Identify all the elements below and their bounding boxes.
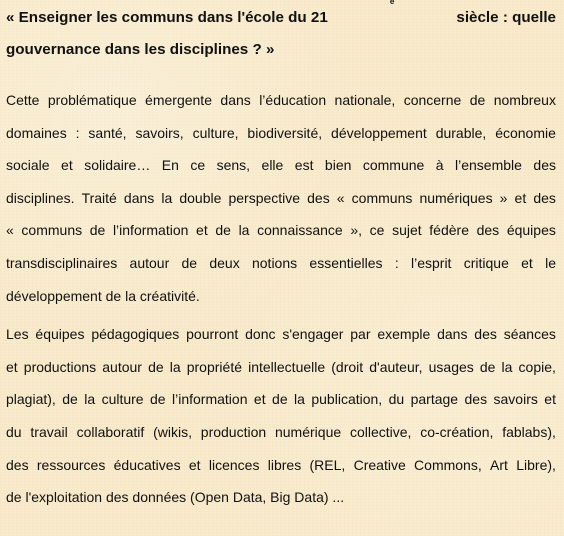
text-word: développement (331, 124, 427, 141)
text-word: commune (362, 157, 425, 174)
text-word: « (6, 222, 14, 239)
text-word: perspective (228, 189, 301, 206)
text-word: de (479, 358, 496, 375)
text-word: ce (190, 157, 206, 174)
text-word: Libre), (516, 456, 556, 473)
text-word: production (200, 423, 267, 440)
text-word: transdisciplinaires (6, 254, 118, 271)
text-word: des (307, 189, 330, 206)
paragraph-1 (6, 84, 556, 312)
text-word: exemple (377, 326, 431, 343)
text-word: productions (23, 358, 97, 375)
text-word: et (544, 391, 556, 408)
text-word: En (161, 157, 179, 174)
text-word: fablabs), (502, 423, 556, 440)
text-word: et (61, 157, 73, 174)
title-superscript: e (389, 0, 395, 6)
text-word: la (238, 222, 250, 239)
text-word: l’éducation (259, 92, 327, 108)
text-word: elle (261, 157, 284, 174)
text-word: donc (245, 326, 276, 343)
text-word: travail (30, 423, 68, 440)
text-word: Commons, (414, 456, 482, 473)
text-word: propriété (186, 358, 242, 375)
text-word: du (388, 391, 405, 408)
text-word: « (336, 189, 345, 206)
text-word: santé, (88, 124, 127, 141)
text-word: : (394, 254, 399, 271)
text-word: sens, (216, 157, 251, 174)
paragraph-2-line-4 (6, 416, 556, 449)
text-word: pédagogiques (91, 326, 180, 343)
text-word: équipes (35, 326, 85, 343)
text-word: » (499, 189, 508, 206)
text-word: la (169, 358, 181, 375)
text-word: communs (351, 189, 413, 206)
text-word: double (179, 189, 222, 206)
text-word: savoirs (493, 391, 538, 408)
text-word: et (196, 222, 208, 239)
paragraph-1-line-1 (6, 84, 556, 117)
paragraph-1-line-3 (6, 149, 556, 182)
text-word: culture, (192, 124, 239, 141)
paragraph-1-line-2 (6, 117, 556, 150)
text-word: intellectuelle (248, 358, 326, 375)
text-word: domaines (6, 124, 67, 141)
text-word: fédère (429, 222, 469, 239)
text-word: l’esprit (410, 254, 452, 271)
text-word: de (150, 391, 166, 408)
text-word: », (350, 222, 363, 239)
text-word: est (294, 157, 314, 174)
text-word: éducatives (113, 456, 181, 473)
text-word: de (62, 391, 78, 408)
text-word: équipes (506, 222, 556, 239)
text-word: ressources (36, 456, 106, 473)
text-word: (REL, (309, 456, 346, 473)
text-word: des (533, 189, 556, 206)
text-word: la (501, 358, 513, 375)
text-word: et (188, 456, 201, 473)
text-word: solidaire… (84, 157, 151, 174)
text-word: numérique (274, 423, 342, 440)
text-word: essentielles (309, 254, 383, 271)
text-word: Traité (81, 189, 117, 206)
text-word: des (474, 326, 497, 343)
text-word: bien (324, 157, 352, 174)
paragraph-2 (6, 318, 556, 514)
text-word: communs (21, 222, 83, 239)
text-word: à (435, 157, 444, 174)
text-word: dans (220, 92, 251, 108)
text-word: plagiat), (6, 391, 56, 408)
title-line-1 (6, 2, 556, 34)
text-word: culture (101, 391, 144, 408)
text-word: le (545, 254, 556, 271)
text-word: de (181, 254, 198, 271)
text-word: copie, (518, 358, 556, 375)
text-word: dans (437, 326, 468, 343)
text-word: sociale (6, 157, 50, 174)
text-word: biodiversité, (247, 124, 323, 141)
text-word: deux (209, 254, 240, 271)
text-word: d'auteur, (369, 358, 423, 375)
text-word: concerne (403, 92, 462, 108)
text-word: s'engager (282, 326, 344, 343)
text-word: et (514, 189, 527, 206)
text-word: Art (490, 456, 508, 473)
text-word: des (476, 222, 500, 239)
text-word: des (533, 157, 556, 174)
text-word: la (84, 391, 96, 408)
text-word: co-création, (420, 423, 494, 440)
text-word: nombreux (493, 92, 556, 108)
title-line-1-end: siècle : quelle (456, 9, 556, 26)
text-word: collaboratif (76, 423, 145, 440)
title-line-1-start: « Enseigner les communs dans l'école du 21 (6, 9, 328, 26)
text-word: et (6, 358, 18, 375)
text-word: notions (251, 254, 298, 271)
text-word: l’information (112, 222, 189, 239)
paragraph-1-line-5 (6, 214, 556, 247)
text-word: Les (6, 326, 29, 343)
text-word: de (215, 222, 231, 239)
text-word: la (161, 189, 173, 206)
text-word: collective, (349, 423, 412, 440)
text-word: nationale, (334, 92, 396, 108)
text-word: : (75, 124, 80, 141)
paragraph-1-line-6 (6, 247, 556, 280)
text-word: l’information (172, 391, 248, 408)
page-title (6, 0, 556, 66)
paragraph-2-line-5 (6, 449, 556, 482)
paragraph-2-line-2 (6, 351, 556, 384)
text-word: (wikis, (153, 423, 192, 440)
text-word: des (6, 456, 29, 473)
text-word: durable, (435, 124, 487, 141)
text-word: autour (102, 358, 142, 375)
text-word: Creative (353, 456, 406, 473)
text-word: de (272, 391, 288, 408)
text-word: et (253, 391, 266, 408)
text-word: critique (463, 254, 509, 271)
text-word: la (294, 391, 305, 408)
text-word: libres (267, 456, 302, 473)
text-word: dans (123, 189, 155, 206)
paragraph-2-line-6: de l'exploitation des données (Open Data, Big Data) ... (6, 489, 345, 506)
text-word: de (89, 222, 106, 239)
text-word: publication, (311, 391, 383, 408)
paragraph-2-line-1 (6, 318, 556, 351)
text-word: sujet (392, 222, 422, 239)
text-word: disciplines. (6, 189, 75, 206)
text-word: ce (369, 222, 385, 239)
paragraph-1-line-7: développement de la créativité. (6, 287, 200, 304)
text-word: autour (129, 254, 170, 271)
text-word: usages (428, 358, 474, 375)
text-word: Cette (6, 92, 40, 108)
text-word: savoirs, (135, 124, 184, 141)
text-word: connaissance (257, 222, 343, 239)
text-word: séances (503, 326, 556, 343)
text-word: économie (495, 124, 556, 141)
text-word: l’ensemble (455, 157, 522, 174)
text-word: et (521, 254, 533, 271)
text-word: du (6, 423, 22, 440)
text-word: de (469, 92, 486, 108)
text-word: pourront (186, 326, 239, 343)
paragraph-1-line-4 (6, 182, 556, 215)
text-word: de (148, 358, 164, 375)
paragraph-2-line-3 (6, 383, 556, 416)
text-word: par (350, 326, 371, 343)
text-word: des (464, 391, 488, 408)
text-word: émergente (145, 92, 212, 108)
text-word: (droit (331, 358, 364, 375)
text-word: partage (410, 391, 459, 408)
text-word: problématique (47, 92, 137, 108)
text-word: numériques (419, 189, 493, 206)
title-line-2: gouvernance dans les disciplines ? » (6, 41, 275, 58)
text-word: licences (208, 456, 260, 473)
